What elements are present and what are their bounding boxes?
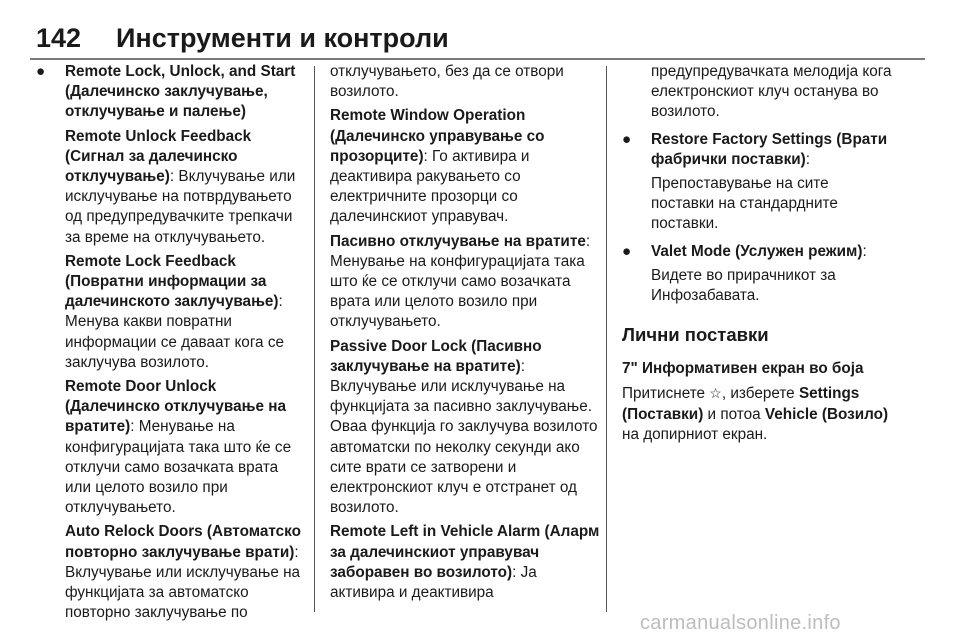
bullet-icon: ●: [36, 63, 46, 80]
entry-remote-lock-feedback: [65, 252, 302, 373]
settings-label: Settings (Поставки): [622, 385, 860, 423]
entry-text: : Го активира и деактивира ракувањето со електричните прозорци со далечинскиот управувач.: [330, 147, 530, 226]
bullet-colon: :: [862, 242, 867, 260]
watermark: carmanualsonline.info: [640, 612, 841, 634]
entry-remote-unlock-feedback: [65, 127, 302, 248]
bullet-title: Remote Lock, Unlock, and Start (Далечинско заклучување, отклучување и палење): [65, 63, 296, 121]
instruction-text: , изберете: [721, 385, 799, 403]
column-divider-1: [314, 66, 315, 612]
entry-text: : Вклучување или исклучување на потврдувањето од предупредувачките трепкачи за време на отклучувањето.: [65, 168, 296, 246]
entry-passive-unlock: [330, 232, 600, 333]
header-divider: [30, 58, 925, 60]
page-header: [30, 22, 925, 62]
bullet-remote-lock: [36, 62, 302, 623]
column-divider-2: [606, 66, 607, 612]
entry-title: Remote Door Unlock (Далечинско отклучување на вратите): [65, 378, 287, 436]
entry-text: : Менува какви повратни информации се даваат кога се заклучува возилото.: [65, 293, 284, 371]
entry-title: Remote Unlock Feedback (Сигнал за далечинско отклучување): [65, 127, 252, 186]
entry-remote-door-unlock: [65, 377, 302, 518]
bullet-valet-mode: [622, 242, 892, 307]
entry-remote-window-operation: [330, 106, 600, 227]
column-3: [622, 62, 892, 445]
instruction-text: на допирниот екран.: [622, 425, 768, 443]
bullet-icon: ●: [622, 242, 632, 260]
entry-text: : Менување на конфигурацијата така што ќе се отклучи само возачката врата или целото возило при отклучувањето.: [65, 418, 292, 517]
column-1: [36, 62, 302, 623]
entry-title: Remote Window Operation (Далечинско управување со прозорците): [330, 107, 545, 165]
bullet-text: Препоставување на сите поставки на стандардните поставки.: [651, 175, 838, 233]
instruction-text: и потоа: [703, 405, 765, 423]
entry-title: Пасивно отклучување на вратите: [330, 232, 586, 250]
entry-remote-left-alarm: [330, 522, 600, 603]
continued-text: предупредувачката мелодија кога електронскиот клуч останува во возилото.: [651, 63, 892, 121]
page-number: 142: [36, 23, 82, 53]
entry-text: : Вклучување или исклучување на функцијата за пасивно заклучување. Оваа функција го заклучува возилото автоматски по неколку секунди ако сите врати се затворени и електронскиот клуч е отстранет од возилото.: [330, 357, 598, 517]
bullet-icon: ●: [622, 130, 632, 148]
entry-passive-door-lock: [330, 337, 600, 519]
continued-text: отклучувањето, без да се отвори возилото.: [330, 63, 564, 101]
entry-title: Remote Lock Feedback (Повратни информации за далечинското заклучување): [65, 252, 279, 311]
entry-text: : Менување на конфигурацијата така што ќе се отклучи само возачката врата или целото возило при отклучувањето.: [330, 232, 591, 331]
bullet-title: Restore Factory Settings (Врати фабрички поставки): [651, 130, 888, 168]
entry-title: Auto Relock Doors (Автоматско повторно заклучување врати): [65, 523, 301, 561]
entry-auto-relock-doors: [65, 522, 302, 623]
section-title: Лични поставки: [622, 324, 769, 346]
entry-text: : Вклучување или исклучување на функцијата за автоматско повторно заклучување по: [65, 543, 301, 622]
vehicle-label: Vehicle (Возило): [764, 405, 889, 423]
entry-title: Passive Door Lock (Пасивно заклучување на вратите): [330, 337, 542, 375]
sub-title: 7" Информативен екран во боја: [622, 360, 864, 378]
bullet-restore-factory: [622, 130, 892, 235]
entry-text: : Ја активира и деактивира: [330, 563, 537, 602]
bullet-title: Valet Mode (Услужен режим): [651, 242, 863, 260]
instruction-paragraph: [622, 383, 892, 445]
bullet-text: Видете во прирачникот за Инфозабавата.: [651, 266, 836, 305]
bullet-colon: :: [805, 150, 810, 168]
instruction-text: Притиснете: [622, 385, 710, 403]
entry-title: Remote Left in Vehicle Alarm (Аларм за далечинскиот управувач заборавен во возилото): [330, 523, 600, 581]
page-title: Инструменти и контроли: [116, 23, 449, 53]
column-2: [330, 62, 600, 603]
favourites-icon: ☆: [709, 385, 722, 402]
